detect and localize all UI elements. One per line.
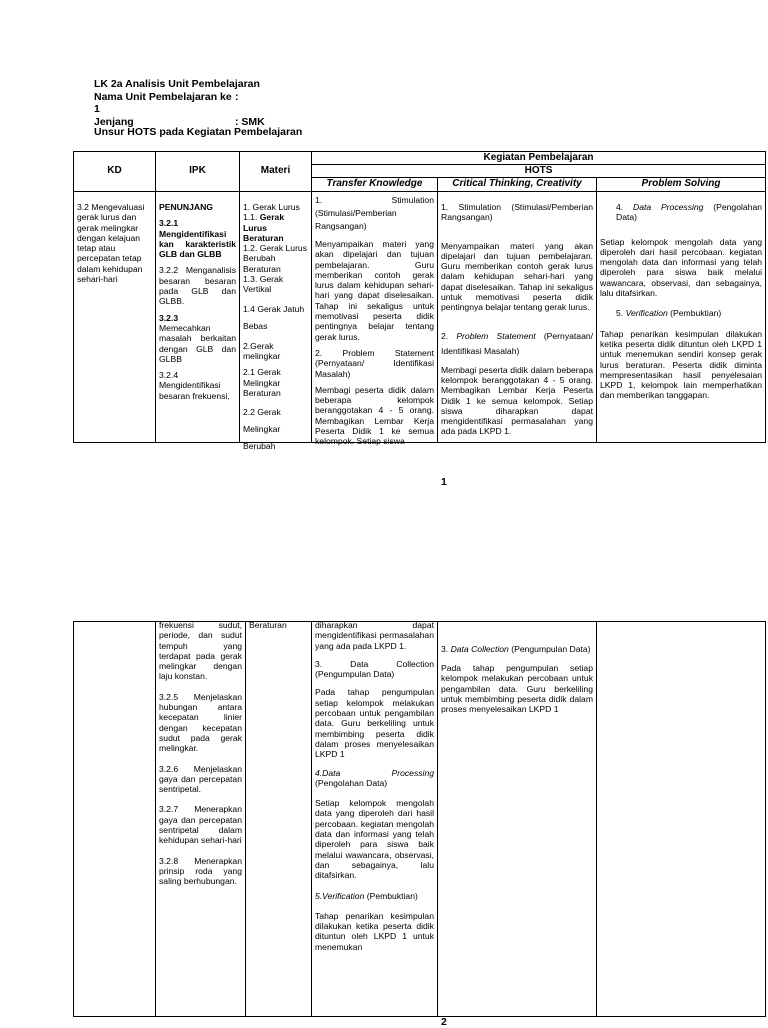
p2-transfer-s5-text: Tahap penarikan kesimpulan dilakukan ketika peserta didik dituntun oleh LKPD 1 untuk menemukan bbox=[315, 910, 434, 952]
th-transfer-knowledge: Transfer Knowledge bbox=[312, 178, 438, 192]
ipk-321-text: Mengidentifikasi kan karakteristik GLB dan GLBB bbox=[159, 228, 236, 260]
problem-s4-num: 4. bbox=[616, 202, 624, 212]
critical-s2-rest: (Pernyataan/ Identifikasi Masalah) bbox=[441, 330, 594, 356]
p2-critical-s3-text: Pada tahap pengumpulan setiap kelompok melakukan percobaan untuk pengambilan data. Guru berkeliling untuk membimbing peserta didik dalam proses menyelesaikan LKPD 1 bbox=[441, 663, 593, 715]
materi-1: 1. Gerak Lurus bbox=[243, 202, 300, 212]
p2-critical-s3-title bbox=[441, 641, 593, 657]
cell-problem bbox=[597, 192, 766, 443]
doc-title: LK 2a Analisis Unit Pembelajaran bbox=[94, 78, 260, 90]
materi-11-num: 1.1. bbox=[243, 212, 258, 223]
ipk-324: 3.2.4 Mengidentifikasi besaran frekuensi, bbox=[159, 370, 230, 401]
cell-materi bbox=[240, 192, 312, 452]
jenjang-value: : SMK bbox=[235, 115, 265, 128]
cell-transfer bbox=[312, 192, 438, 447]
problem-s4-text: Setiap kelompok mengolah data yang diperoleh dari hasil percobaan. kegiatan mengolah data dan informasi yang telah diperoleh para siswa baik melalui wawancara, observasi, dan sebagainya, lalu ditafsirkan. bbox=[600, 236, 763, 299]
materi-14: 1.4 Gerak Jatuh Bebas bbox=[243, 303, 305, 331]
jenjang-label: Jenjang bbox=[94, 115, 134, 128]
th-materi: Materi bbox=[240, 152, 312, 192]
transfer-s1-text: Menyampaikan materi yang akan dipelajari dan tujuan pembelajaran. Guru memberikan contoh gerak lurus dalam kehidupan sehari-hari yang dapat diselesaikan. Tahap ini sekaligus untuk memotivasi peserta didik pentingnya belajar tentang gerak lurus. bbox=[315, 239, 434, 342]
hots-table-page2 bbox=[73, 621, 766, 1017]
p2-transfer-s3-title: 3. Data Collection (Pengumpulan Data) bbox=[315, 658, 434, 680]
p2-transfer-t1: diharapkan dapat mengidentifikasi permasalahan yang ada pada LKPD 1. bbox=[315, 620, 434, 651]
p2-critical-s3-italic: Data Collection bbox=[450, 644, 509, 654]
transfer-s1-title: 1. Stimulation (Stimulasi/Pemberian Rangsangan) bbox=[315, 195, 434, 231]
problem-s4-italic: Data Processing bbox=[632, 202, 704, 212]
materi-12: 1.2. Gerak Lurus Berubah Beraturan bbox=[243, 243, 308, 274]
problem-s5-rest: (Pembuktian) bbox=[670, 308, 722, 319]
materi-21: 2.1 Gerak Melingkar Beraturan bbox=[243, 367, 281, 398]
th-problem-solving: Problem Solving bbox=[597, 178, 766, 192]
critical-s1-title: 1. Stimulation (Stimulasi/Pemberian Rangsangan) bbox=[441, 202, 593, 223]
ipk-322: 3.2.2 Menganalisis besaran besaran pada GLB dan GLBB. bbox=[159, 265, 236, 307]
p2-critical-s3-rest: (Pengumpulan Data) bbox=[511, 644, 591, 654]
th-kegiatan: Kegiatan Pembelajaran bbox=[312, 152, 766, 165]
p2-cell-materi bbox=[246, 622, 312, 1017]
p2-transfer-s5-title bbox=[315, 891, 434, 901]
p2-transfer-s3-text: Pada tahap pengumpulan setiap kelompok melakukan percobaan untuk pengambilan data. Guru berkeliling untuk membimbing peserta didik dalam proses menyelesaikan LKPD 1 bbox=[315, 687, 434, 760]
problem-s4-title bbox=[600, 202, 762, 223]
transfer-s2-text: Membagi peserta didik dalam beberapa kelompok beranggotakan 4 - 5 orang. Membagikan Lembar Kerja Peserta Didik 1 ke semua kelompok. Setiap siswa bbox=[315, 384, 434, 447]
problem-s4-rest: (Pengolahan Data) bbox=[616, 202, 763, 223]
materi-11-text: Gerak Lurus Beraturan bbox=[243, 212, 285, 243]
unit-value: : bbox=[235, 90, 239, 103]
critical-s2-italic: Problem Statement bbox=[456, 330, 536, 341]
problem-s5-text: Tahap penarikan kesimpulan dilakukan ketika peserta didik dituntun oleh LKPD 1 untuk menemukan sendiri konsep gerak lurus beraturan. Peserta didik diminta mempresentasikan hasil penyelesaian LKPD 1, kelompok lain memperhatikan dan memberikan tanggapan. bbox=[600, 328, 763, 401]
p2-ipk-325: 3.2.5 Menjelaskan hubungan antara kecepatan linier dengan kecepatan sudut pada gerak melingkar. bbox=[159, 691, 242, 754]
problem-s5-num: 5. bbox=[616, 308, 624, 319]
ipk-penunjang: PENUNJANG bbox=[159, 202, 213, 212]
p2-critical-s3-num: 3. bbox=[441, 644, 449, 654]
p2-ipk-326: 3.2.6 Menjelaskan gaya dan percepatan sentripetal. bbox=[159, 763, 242, 795]
p2-cell-problem bbox=[597, 622, 766, 1017]
p2-ipk-t1: frekuensi sudut, periode, dan sudut tempuh yang terdapat pada gerak melingkar dengan laju konstan. bbox=[159, 620, 242, 682]
cell-kd bbox=[74, 192, 156, 443]
page-number-1: 1 bbox=[441, 476, 447, 488]
p2-transfer-s4-italic: 4.Data Processing bbox=[315, 767, 434, 778]
th-ipk: IPK bbox=[156, 152, 240, 192]
doc-subtitle: Unsur HOTS pada Kegiatan Pembelajaran bbox=[94, 126, 303, 138]
p2-cell-ipk bbox=[156, 622, 246, 1017]
critical-s2-text: Membagi peserta didik dalam beberapa kelompok beranggotakan 4 - 5 orang. Membagikan Lembar Kerja Peserta Didik 1 ke semua kelompok. Setiap siswa diharapkan dapat mengidentifikasi permasalahan yang ada pada LKPD 1. bbox=[441, 364, 593, 437]
problem-s5-italic: Verification bbox=[625, 308, 668, 319]
p2-cell-kd bbox=[74, 622, 156, 1017]
th-critical-thinking: Critical Thinking, Creativity bbox=[438, 178, 597, 192]
materi-22: 2.2 Gerak Melingkar Berubah bbox=[243, 407, 281, 452]
page-number-2: 2 bbox=[441, 1016, 447, 1028]
p2-transfer-s4-rest: (Pengolahan Data) bbox=[315, 777, 388, 788]
materi-11 bbox=[243, 212, 308, 243]
p2-cell-transfer bbox=[312, 622, 438, 1017]
th-hots: HOTS bbox=[312, 165, 766, 178]
cell-ipk bbox=[156, 192, 240, 443]
materi-2: 2.Gerak melingkar bbox=[243, 340, 281, 361]
kd-text: 3.2 Mengevaluasi gerak lurus dan gerak melingkar dengan kelajuan tetap atau percepatan tetap dalam kehidupan sehari-hari bbox=[77, 202, 145, 285]
hots-table-page1 bbox=[73, 151, 766, 452]
critical-s2-num: 2. bbox=[441, 330, 449, 341]
p2-transfer-s4-title bbox=[315, 768, 434, 789]
p2-transfer-s5-rest: (Pembuktian) bbox=[366, 890, 418, 901]
ipk-323-text: Memecahkan masalah berkaitan dengan GLB dan GLBB bbox=[159, 322, 236, 364]
p2-transfer-s5-italic: 5.Verification bbox=[315, 890, 365, 901]
transfer-s2-title: 2. Problem Statement (Pernyataan/ Identifikasi Masalah) bbox=[315, 347, 434, 379]
p2-cell-critical bbox=[438, 622, 597, 1017]
cell-critical bbox=[438, 192, 597, 443]
ipk-321-num: 3.2.1 bbox=[159, 218, 179, 229]
p2-ipk-328: 3.2.8 Menerapkan prinsip roda yang saling berhubungan. bbox=[159, 855, 242, 887]
materi-13: 1.3. Gerak Vertikal bbox=[243, 274, 284, 295]
ipk-323-num: 3.2.3 bbox=[159, 312, 179, 323]
p2-transfer-s4-text: Setiap kelompok mengolah data yang diperoleh dari hasil percobaan. kegiatan mengolah data dan informasi yang telah diperoleh para siswa baik melalui wawancara, observasi, dan sebagainya, lalu ditafsirkan. bbox=[315, 798, 434, 881]
document-header bbox=[94, 78, 265, 128]
problem-s5-title bbox=[600, 308, 762, 318]
th-kd: KD bbox=[74, 152, 156, 192]
unit-row bbox=[94, 91, 265, 116]
p2-ipk-327: 3.2.7 Menerapkan gaya dan percepatan sentripetal dalam kehidupan sehari-hari bbox=[159, 804, 242, 846]
critical-s2-title bbox=[441, 329, 593, 359]
critical-s1-text: Menyampaikan materi yang akan dipelajari dan tujuan pembelajaran. Guru memberikan contoh gerak lurus dalam kehidupan sehari-hari yang dapat diselesaikan. Tahap ini sekaligus untuk memotivasi peserta didik pentingnya belajar tentang gerak lurus. bbox=[441, 240, 593, 313]
unit-label: Nama Unit Pembelajaran ke 1 bbox=[94, 90, 232, 115]
p2-materi-text: Beraturan bbox=[249, 620, 287, 630]
